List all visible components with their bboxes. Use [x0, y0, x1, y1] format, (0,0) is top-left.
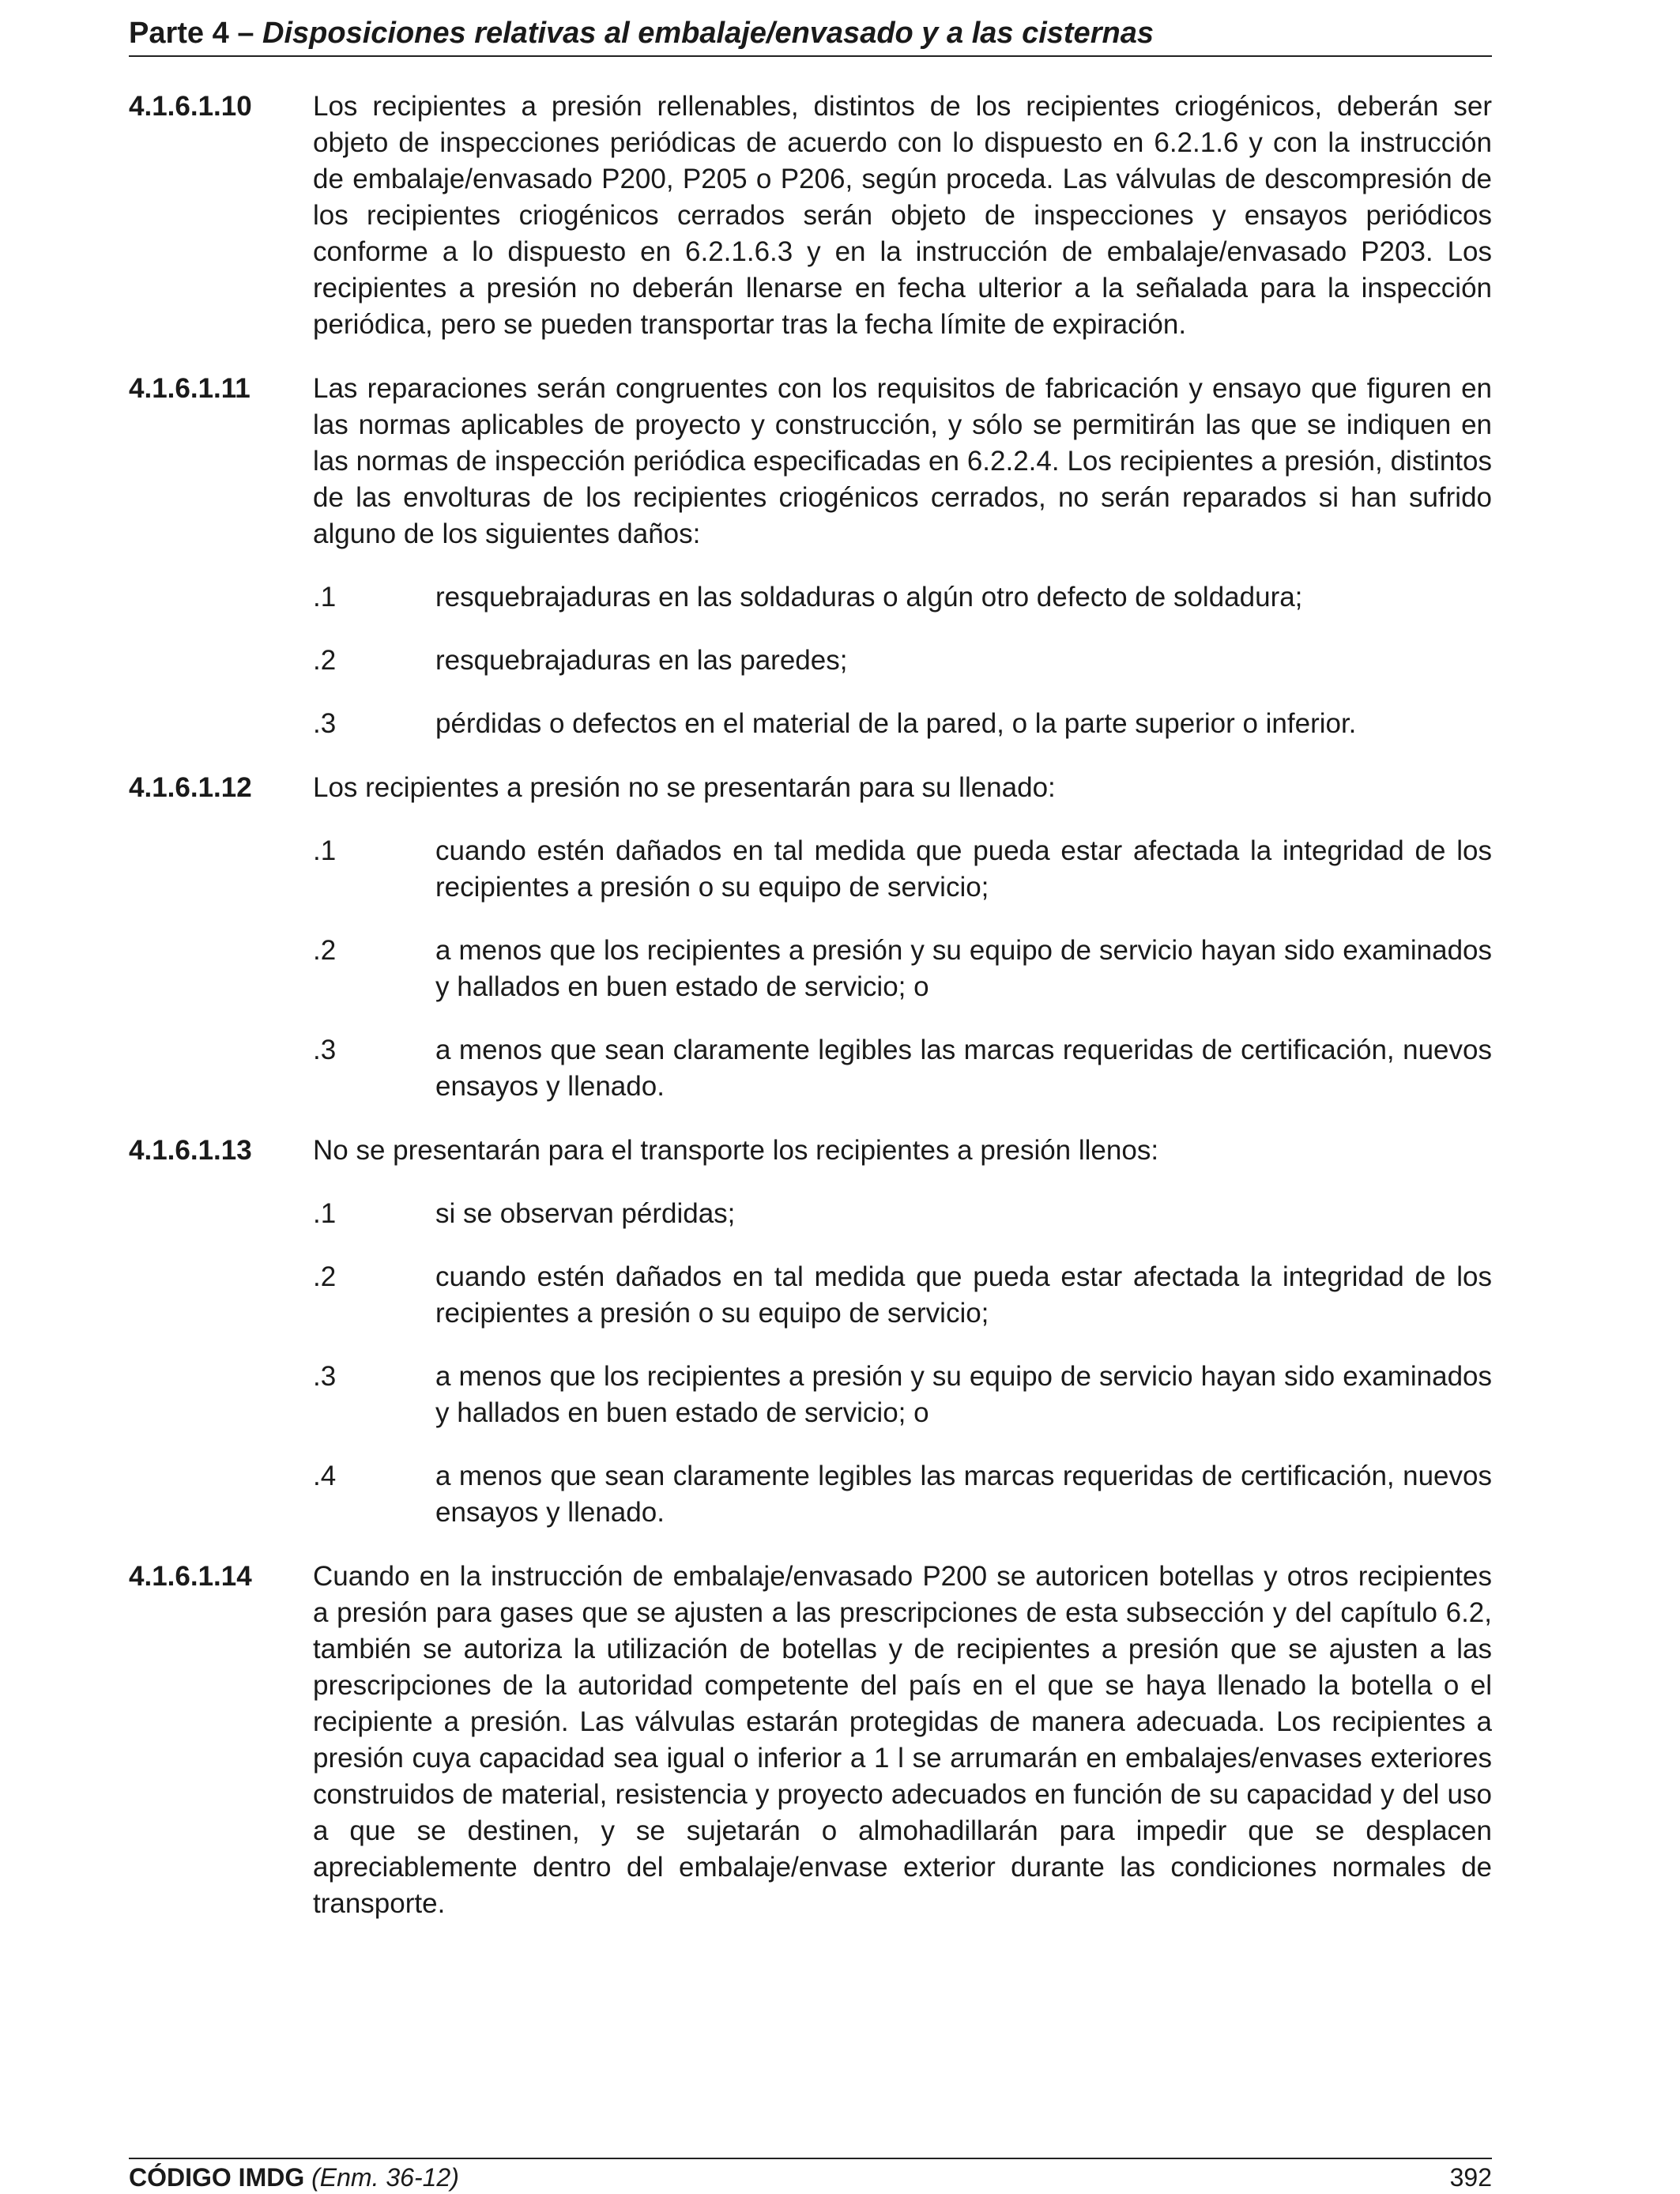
item-list — [313, 1196, 1492, 1531]
list-item — [313, 1196, 1492, 1232]
list-item — [313, 706, 1492, 742]
paragraph-number: 4.1.6.1.10 — [129, 91, 252, 122]
paragraph-body — [313, 770, 1492, 1105]
list-item — [313, 643, 1492, 679]
document-body — [129, 89, 1492, 1950]
list-item-number: .2 — [313, 1261, 337, 1292]
page-header — [129, 14, 1492, 57]
list-item-number: .3 — [313, 1035, 337, 1065]
paragraph — [129, 371, 1492, 742]
paragraph-number: 4.1.6.1.14 — [129, 1561, 252, 1592]
page-footer — [129, 2158, 1492, 2194]
paragraph-text: Los recipientes a presión rellenables, distintos de los recipientes criogénicos, deberán ser objeto de inspecciones periódicas de acuerdo con lo dispuesto en 6.2.1.6 y con la instrucción de embalaje/envasado P200, P205 o P206, según proceda. Las válvulas de descompresión de los recipientes criogénicos cerrados serán objeto de inspecciones y ensayos periódicos conforme a lo dispuesto en 6.2.1.6.3 y en la instrucción de embalaje/envasado P203. Los recipientes a presión no deberán llenarse en fecha ulterior a la señalada para la inspección periódica, pero se pueden transportar tras la fecha límite de expiración. — [313, 91, 1492, 340]
header-title — [129, 16, 1154, 51]
list-item-text: pérdidas o defectos en el material de la pared, o la parte superior o inferior. — [435, 708, 1357, 739]
list-item-number: .2 — [313, 645, 337, 676]
paragraph-body — [313, 371, 1492, 742]
footer-code — [129, 2162, 459, 2192]
paragraph-text: No se presentarán para el transporte los recipientes a presión llenos: — [313, 1135, 1159, 1166]
item-list — [313, 833, 1492, 1105]
list-item-text: a menos que sean claramente legibles las marcas requeridas de certificación, nuevos ensayos y llenado. — [435, 1461, 1492, 1528]
footer-amendment: (Enm. 36-12) — [311, 2163, 459, 2192]
list-item — [313, 579, 1492, 616]
paragraph-number: 4.1.6.1.11 — [129, 373, 250, 404]
header-part: Parte 4 — [129, 17, 229, 50]
paragraph-number: 4.1.6.1.13 — [129, 1135, 252, 1166]
list-item — [313, 1458, 1492, 1531]
list-item-text: a menos que los recipientes a presión y su equipo de servicio hayan sido examinados y hallados en buen estado de servicio; o — [435, 1361, 1492, 1428]
list-item-text: resquebrajaduras en las paredes; — [435, 645, 848, 676]
paragraph-body — [313, 1559, 1492, 1922]
list-item — [313, 933, 1492, 1005]
list-item-number: .1 — [313, 835, 337, 866]
paragraph — [129, 770, 1492, 1105]
page-number: 392 — [1449, 2163, 1492, 2192]
list-item-text: resquebrajaduras en las soldaduras o algún otro defecto de soldadura; — [435, 582, 1303, 613]
paragraph-body — [313, 89, 1492, 343]
paragraph — [129, 89, 1492, 343]
list-item-number: .2 — [313, 935, 337, 966]
header-separator: – — [237, 17, 254, 50]
item-list — [313, 579, 1492, 742]
list-item-number: .3 — [313, 708, 337, 739]
list-item-text: a menos que los recipientes a presión y su equipo de servicio hayan sido examinados y hallados en buen estado de servicio; o — [435, 935, 1492, 1002]
list-item-text: si se observan pérdidas; — [435, 1198, 736, 1229]
paragraph-number: 4.1.6.1.12 — [129, 772, 252, 803]
paragraph-text: Las reparaciones serán congruentes con los requisitos de fabricación y ensayo que figuren en las normas aplicables de proyecto y construcción, y sólo se permitirán las que se indiquen en las normas de inspección periódica especificadas en 6.2.2.4. Los recipientes a presión, distintos de las envolturas de los recipientes criogénicos cerrados, no serán reparados si han sufrido alguno de los siguientes daños: — [313, 373, 1492, 549]
list-item — [313, 833, 1492, 906]
list-item-text: cuando estén dañados en tal medida que pueda estar afectada la integridad de los recipientes a presión o su equipo de servicio; — [435, 835, 1492, 903]
paragraph-text: Los recipientes a presión no se presentarán para su llenado: — [313, 772, 1056, 803]
list-item-number: .1 — [313, 1198, 337, 1229]
list-item-number: .4 — [313, 1461, 337, 1491]
list-item — [313, 1359, 1492, 1431]
list-item — [313, 1032, 1492, 1105]
list-item-number: .3 — [313, 1361, 337, 1392]
paragraph — [129, 1559, 1492, 1922]
list-item-text: cuando estén dañados en tal medida que pueda estar afectada la integridad de los recipientes a presión o su equipo de servicio; — [435, 1261, 1492, 1329]
list-item-number: .1 — [313, 582, 337, 613]
paragraph — [129, 1133, 1492, 1531]
paragraph-text: Cuando en la instrucción de embalaje/envasado P200 se autoricen botellas y otros recipientes a presión para gases que se ajusten a las prescripciones de esta subsección y del capítulo 6.2, también se autoriza la utilización de botellas y de recipientes a presión que se ajusten a las prescripciones de la autoridad competente del país en el que se haya llenado la botella o el recipiente a presión. Las válvulas estarán protegidas de manera adecuada. Los recipientes a presión cuya capacidad sea igual o inferior a 1 l se arrumarán en embalajes/envases exteriores construidos de material, resistencia y proyecto adecuados en función de su capacidad y del uso a que se destinen, y se sujetarán o almohadillarán para impedir que se desplacen apreciablemente dentro del embalaje/envase exterior durante las condiciones normales de transporte. — [313, 1561, 1492, 1919]
footer-code-name: CÓDIGO IMDG — [129, 2163, 305, 2192]
header-section-title: Disposiciones relativas al embalaje/envasado y a las cisternas — [262, 17, 1154, 50]
list-item-text: a menos que sean claramente legibles las marcas requeridas de certificación, nuevos ensayos y llenado. — [435, 1035, 1492, 1102]
list-item — [313, 1259, 1492, 1332]
paragraph-body — [313, 1133, 1492, 1531]
